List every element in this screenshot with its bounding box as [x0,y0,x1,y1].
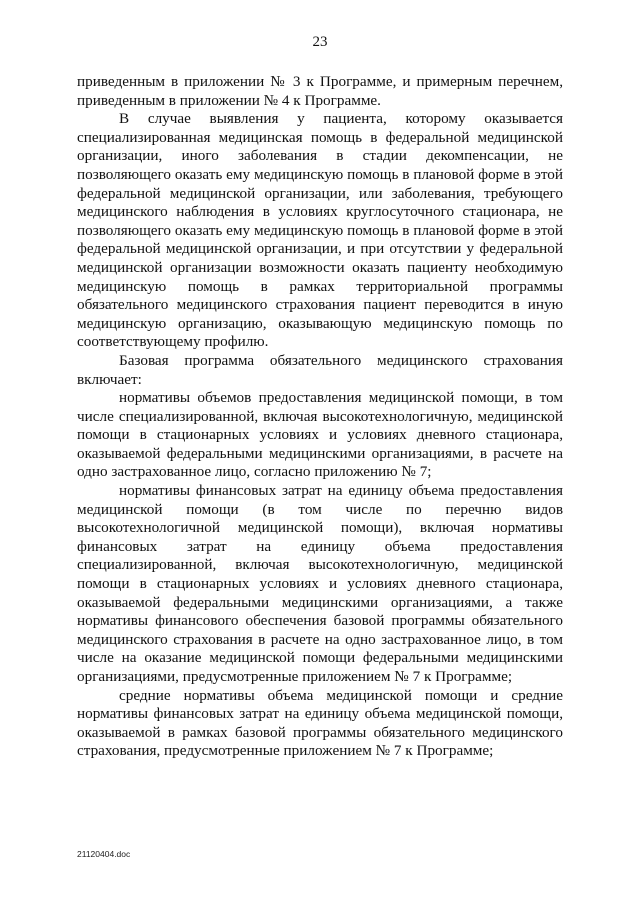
document-body [77,73,563,761]
paragraph: приведенным в приложении № 3 к Программе, и примерным перечнем, приведенным в приложении № 4 к Программе. [77,73,563,109]
file-name-footer: 21120404.doc [77,849,131,859]
paragraph: нормативы объемов предоставления медицинской помощи, в том числе специализированной, включая высокотехнологичную, медицинской помощи в стационарных условиях и условиях дневного стационара, оказываемой федеральными медицинскими организациями, в расчете на одно застрахованное лицо, согласно приложению № 7; [77,389,563,481]
paragraph: нормативы финансовых затрат на единицу объема предоставления медицинской помощи (в том числе по перечню видов высокотехнологичной медицинской помощи), включая нормативы финансовых затрат на единицу объема предоставления специализированной, включая высокотехнологичную, медицинской помощи в стационарных условиях и условиях дневного стационара, оказываемой федеральными медицинскими организациями, а также нормативы финансового обеспечения базовой программы обязательного медицинского страхования в расчете на одно застрахованное лицо, в том числе на оказание медицинской помощи федеральными медицинскими организациями, предусмотренные приложением № 7 к Программе; [77,482,563,685]
paragraph: средние нормативы объема медицинской помощи и средние нормативы финансовых затрат на единицу объема медицинской помощи, оказываемой в рамках базовой программы обязательного медицинского страхования, предусмотренные приложением № 7 к Программе; [77,686,563,760]
page-number: 23 [312,34,328,50]
paragraph: В случае выявления у пациента, которому оказывается специализированная медицинская помощь в федеральной медицинской организации, иного заболевания в стадии декомпенсации, не позволяющего оказать ему медицинскую помощь в плановой форме в этой федеральной медицинской организации, или заболевания, требующего медицинского наблюдения в условиях круглосуточного стационара, не позволяющего оказать ему медицинскую помощь в плановой форме в этой федеральной медицинской организации, и при отсутствии у федеральной медицинской организации возможности оказать пациенту необходимую медицинскую помощь в рамках территориальной программы обязательного медицинского страхования пациент переводится в иную медицинскую организацию, оказывающую медицинскую помощь по соответствующему профилю. [77,110,563,351]
paragraph: Базовая программа обязательного медицинского страхования включает: [77,351,563,388]
